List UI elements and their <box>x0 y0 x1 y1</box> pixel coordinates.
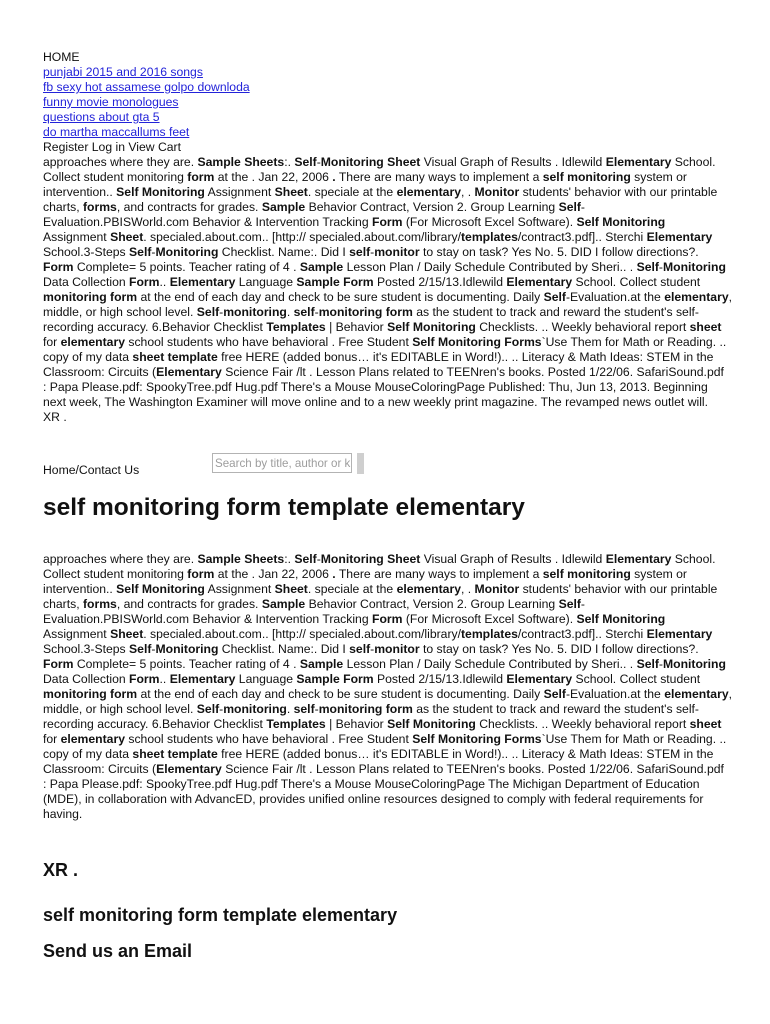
bold-keyword: Templates <box>266 717 326 731</box>
text-run: : Papa Please.pdf: SpookyTree.pdf Hug.pdf There's a Mouse MouseColoringPage Published: Thu, Jun 13, 2013. Beginning <box>43 380 708 394</box>
bold-keyword: Sheet <box>274 582 308 596</box>
text-line <box>43 552 770 567</box>
text-run: XR . <box>43 410 67 424</box>
text-line <box>43 200 770 215</box>
text-run: copy of my data <box>43 747 133 761</box>
bold-keyword: sheet <box>689 717 722 731</box>
text-run: Lesson Plan / Daily Schedule Contributed by Sheri.. . <box>343 260 637 274</box>
text-run: :. <box>284 552 295 566</box>
text-run: Science Fair /lt . Lesson Plans related to TEENren's books. Posted 1/22/06. SafariSound.pdf <box>221 365 724 379</box>
bold-keyword: templates <box>461 230 518 244</box>
text-run: .. <box>159 672 170 686</box>
xr-heading: XR . <box>43 860 79 880</box>
bold-keyword: Self <box>294 552 317 566</box>
text-run: charts, <box>43 200 83 214</box>
bold-keyword: Monitoring <box>155 642 219 656</box>
intro-text <box>43 155 770 425</box>
bold-keyword: monitor <box>374 642 420 656</box>
text-run: Classroom: Circuits ( <box>43 365 157 379</box>
text-run: :. <box>284 155 295 169</box>
text-run: - <box>151 245 156 259</box>
text-run: Collect student monitoring <box>43 567 188 581</box>
text-run: Checklists. .. Weekly behavioral report <box>475 320 690 334</box>
bold-keyword: Sheet <box>110 627 144 641</box>
bold-keyword: self monitoring <box>542 567 631 581</box>
bold-keyword: Self Monitoring <box>116 185 205 199</box>
bold-keyword: elementary <box>396 185 461 199</box>
bold-keyword: self <box>349 245 371 259</box>
bold-keyword: monitor <box>374 245 420 259</box>
nav-link-assamese-golpo[interactable]: fb sexy hot assamese golpo downloda <box>43 80 250 94</box>
text-run: Checklist. Name:. Did I <box>218 245 350 259</box>
bold-keyword: Self <box>558 597 581 611</box>
text-run: Classroom: Circuits ( <box>43 762 157 776</box>
text-run: Visual Graph of Results . Idlewild <box>420 155 606 169</box>
bold-keyword: monitoring form <box>318 305 413 319</box>
text-run: - <box>658 260 663 274</box>
search-button[interactable] <box>357 453 364 474</box>
bold-keyword: self <box>349 642 371 656</box>
text-run: students' behavior with our printable <box>519 582 718 596</box>
text-run: - <box>580 597 585 611</box>
text-run: to stay on task? Yes No. 5. DID I follow directions?. <box>419 245 699 259</box>
bold-keyword: Monitoring Sheet <box>320 155 421 169</box>
text-run: , . <box>460 582 475 596</box>
bold-keyword: Self <box>129 642 152 656</box>
bold-keyword: Monitoring <box>155 245 219 259</box>
text-run: - <box>151 642 156 656</box>
text-run: There are many ways to implement a <box>335 567 543 581</box>
text-line <box>43 612 770 627</box>
text-run: as the student to track and reward the student's self- <box>412 305 699 319</box>
text-run: /contract3.pdf].. Sterchi <box>517 230 647 244</box>
text-run: Data Collection <box>43 672 130 686</box>
bold-keyword: Form <box>129 275 160 289</box>
text-line <box>43 185 770 200</box>
text-run: . specialed.about.com.. [http:// specialed.about.com/library/ <box>143 627 461 641</box>
bold-keyword: self <box>293 305 315 319</box>
text-line <box>43 365 770 380</box>
nav-row <box>43 95 770 110</box>
bold-keyword: Form <box>43 260 74 274</box>
text-run: intervention.. <box>43 582 117 596</box>
text-run: Checklists. .. Weekly behavioral report <box>475 717 690 731</box>
text-run: , and contracts for grades. <box>116 597 262 611</box>
text-run: Posted 2/15/13.Idlewild <box>373 275 507 289</box>
text-run: Complete= 5 points. Teacher rating of 4 . <box>73 260 300 274</box>
text-run: for <box>43 335 61 349</box>
text-line <box>43 732 770 747</box>
text-line <box>43 350 770 365</box>
text-run: at the . Jan 22, 2006 <box>214 567 333 581</box>
text-line <box>43 567 770 582</box>
text-line <box>43 792 770 807</box>
text-run: Visual Graph of Results . Idlewild <box>420 552 606 566</box>
text-line <box>43 230 770 245</box>
text-line <box>43 642 770 657</box>
text-run: Assignment <box>204 582 275 596</box>
text-line <box>43 380 770 395</box>
bold-keyword: Self Monitoring <box>576 215 666 229</box>
text-line <box>43 260 770 275</box>
text-run: - <box>314 702 319 716</box>
text-run: intervention.. <box>43 185 117 199</box>
text-run: - <box>219 702 224 716</box>
bold-keyword: Self <box>636 657 659 671</box>
text-run: - <box>580 200 585 214</box>
text-run: Checklist. Name:. Did I <box>218 642 350 656</box>
text-line <box>43 687 770 702</box>
bold-keyword: Templates <box>266 320 326 334</box>
text-line <box>43 762 770 777</box>
text-run: /contract3.pdf].. Sterchi <box>517 627 647 641</box>
text-run: middle, or high school level. <box>43 702 197 716</box>
nav-link-punjabi-songs[interactable]: punjabi 2015 and 2016 songs <box>43 65 203 79</box>
bold-keyword: Self <box>543 687 566 701</box>
text-line <box>43 672 770 687</box>
home-link[interactable]: HOME <box>43 50 80 64</box>
bold-keyword: Elementary <box>646 627 713 641</box>
bold-keyword: Monitoring <box>662 657 726 671</box>
toolbar <box>43 453 770 478</box>
nav-link-gta-questions[interactable]: questions about gta 5 <box>43 110 160 124</box>
text-run: at the end of each day and check to be sure student is documenting. Daily <box>137 290 544 304</box>
text-run: Evaluation.PBISWorld.com Behavior & Intervention Tracking <box>43 612 372 626</box>
text-run: - <box>316 155 321 169</box>
text-run: Language <box>235 672 297 686</box>
bold-keyword: Elementary <box>156 365 222 379</box>
bold-keyword: Sheet <box>110 230 144 244</box>
text-line <box>43 702 770 717</box>
bold-keyword: Self Monitoring Forms <box>412 335 542 349</box>
text-run: School. Collect student <box>572 275 701 289</box>
bold-keyword: templates <box>461 627 518 641</box>
text-line <box>43 582 770 597</box>
nav-row <box>43 80 770 95</box>
nav-row <box>43 50 770 65</box>
text-run: - <box>316 552 321 566</box>
bold-keyword: elementary <box>60 335 125 349</box>
text-run: charts, <box>43 597 83 611</box>
nav-row <box>43 110 770 125</box>
bold-keyword: Elementary <box>506 672 573 686</box>
bold-keyword: self monitoring <box>542 170 631 184</box>
text-run: School.3-Steps <box>43 642 130 656</box>
text-run: - <box>219 305 224 319</box>
bold-keyword: monitoring <box>223 305 287 319</box>
bold-keyword: Self <box>558 200 581 214</box>
bold-keyword: Form <box>372 612 403 626</box>
bold-keyword: Self <box>129 245 152 259</box>
bold-keyword: Form <box>129 672 160 686</box>
nav-row <box>43 65 770 80</box>
text-run: - <box>314 305 319 319</box>
bold-keyword: Sample Sheets <box>197 552 285 566</box>
text-run: students' behavior with our printable <box>519 185 718 199</box>
text-run: copy of my data <box>43 350 133 364</box>
bold-keyword: Sample Sheets <box>197 155 285 169</box>
text-run: School. <box>671 155 716 169</box>
text-line <box>43 215 770 230</box>
text-run: Posted 2/15/13.Idlewild <box>373 672 507 686</box>
bold-keyword: Elementary <box>156 762 222 776</box>
send-email-heading: Send us an Email <box>43 941 193 961</box>
text-line <box>43 807 770 822</box>
text-run: -Evaluation.at the <box>565 687 665 701</box>
text-line <box>43 305 770 320</box>
text-run: . <box>286 702 294 716</box>
text-run: as the student to track and reward the student's self- <box>412 702 699 716</box>
text-run: There are many ways to implement a <box>335 170 543 184</box>
nav-row <box>43 125 770 140</box>
text-run: .. <box>159 275 170 289</box>
text-run: . specialed.about.com.. [http:// specialed.about.com/library/ <box>143 230 461 244</box>
text-line <box>43 777 770 792</box>
page-title: self monitoring form template elementary <box>43 494 525 521</box>
bold-keyword: Sample <box>261 597 306 611</box>
bold-keyword: Monitor <box>474 185 520 199</box>
nav-link-movie-monologues[interactable]: funny movie monologues <box>43 95 179 109</box>
text-line <box>43 170 770 185</box>
bold-keyword: Elementary <box>506 275 573 289</box>
text-run: - <box>370 245 375 259</box>
bold-keyword: form <box>187 170 215 184</box>
text-line <box>43 275 770 290</box>
text-run: `Use Them for Math or Reading. .. <box>541 335 727 349</box>
text-run: Science Fair /lt . Lesson Plans related to TEENren's books. Posted 1/22/06. SafariSound.pdf <box>221 762 724 776</box>
nav-menu <box>43 50 770 155</box>
bold-keyword: Self Monitoring <box>576 612 666 626</box>
text-run: for <box>43 732 61 746</box>
text-run: Evaluation.PBISWorld.com Behavior & Intervention Tracking <box>43 215 372 229</box>
bold-keyword: sheet template <box>132 350 218 364</box>
text-run: - <box>658 657 663 671</box>
bold-keyword: Self <box>543 290 566 304</box>
text-run: Assignment <box>43 627 111 641</box>
text-line <box>43 320 770 335</box>
text-run: free HERE (added bonus… it's EDITABLE in Word!).. .. Literacy & Math Ideas: STEM in the <box>217 747 714 761</box>
bold-keyword: Self <box>196 702 220 716</box>
bold-keyword: Elementary <box>605 552 672 566</box>
text-run: Behavior Contract, Version 2. Group Learning <box>305 597 559 611</box>
text-line <box>43 245 770 260</box>
account-links <box>43 140 770 155</box>
text-run: Assignment <box>43 230 111 244</box>
text-line <box>43 155 770 170</box>
text-line <box>43 627 770 642</box>
text-line <box>43 717 770 732</box>
text-run: to stay on task? Yes No. 5. DID I follow directions?. <box>419 642 699 656</box>
text-run: Complete= 5 points. Teacher rating of 4 . <box>73 657 300 671</box>
bold-keyword: Form <box>43 657 74 671</box>
article-subtitle: self monitoring form template elementary <box>43 905 398 925</box>
text-line <box>43 747 770 762</box>
bold-keyword: monitoring form <box>43 290 138 304</box>
text-run: , and contracts for grades. <box>116 200 262 214</box>
bold-keyword: Monitoring Sheet <box>320 552 421 566</box>
text-line <box>43 657 770 672</box>
text-run: system or <box>630 567 687 581</box>
bold-keyword: elementary <box>664 290 729 304</box>
text-line <box>43 410 770 425</box>
bold-keyword: Self <box>196 305 220 319</box>
text-run: Language <box>235 275 297 289</box>
bold-keyword: monitoring form <box>318 702 413 716</box>
text-run: (For Microsoft Excel Software). <box>402 612 577 626</box>
bold-keyword: Sample Form <box>296 672 374 686</box>
article-body <box>43 552 770 822</box>
bold-keyword: elementary <box>60 732 125 746</box>
text-run: Data Collection <box>43 275 130 289</box>
text-run: Behavior Contract, Version 2. Group Learning <box>305 200 559 214</box>
text-run: recording accuracy. 6.Behavior Checklist <box>43 717 267 731</box>
text-run: : Papa Please.pdf: SpookyTree.pdf Hug.pdf There's a Mouse MouseColoringPage The Michigan Department of Education <box>43 777 700 791</box>
bold-keyword: forms <box>82 597 117 611</box>
text-run: . speciale at the <box>307 582 397 596</box>
text-run: school students who have behavioral . Free Student <box>124 732 413 746</box>
text-run: next week, The Washington Examiner will move online and to a new weekly print magazine. The revamped news outlet will. <box>43 395 709 409</box>
text-run: (For Microsoft Excel Software). <box>402 215 577 229</box>
bold-keyword: Elementary <box>169 672 236 686</box>
text-run: having. <box>43 807 83 821</box>
text-run: Collect student monitoring <box>43 170 188 184</box>
bold-keyword: Sheet <box>274 185 308 199</box>
bold-keyword: monitoring <box>223 702 287 716</box>
bold-keyword: form <box>187 567 215 581</box>
bold-keyword: Elementary <box>169 275 236 289</box>
bold-keyword: sheet template <box>132 747 218 761</box>
text-run: , <box>728 290 732 304</box>
text-run: -Evaluation.at the <box>565 290 665 304</box>
bold-keyword: Sample Form <box>296 275 374 289</box>
text-run: . speciale at the <box>307 185 397 199</box>
bold-keyword: . <box>332 170 336 184</box>
bold-keyword: Form <box>372 215 403 229</box>
bold-keyword: Sample <box>261 200 306 214</box>
text-run: , . <box>460 185 475 199</box>
bold-keyword: Elementary <box>605 155 672 169</box>
bold-keyword: Self Monitoring Forms <box>412 732 542 746</box>
search-input[interactable] <box>212 453 352 473</box>
text-run: Lesson Plan / Daily Schedule Contributed by Sheri.. . <box>343 657 637 671</box>
bold-keyword: Self Monitoring <box>116 582 205 596</box>
text-run: | Behavior <box>325 717 388 731</box>
text-run: | Behavior <box>325 320 388 334</box>
text-line <box>43 335 770 350</box>
text-run: at the . Jan 22, 2006 <box>214 170 333 184</box>
home-contact-link[interactable]: Home/Contact Us <box>43 463 140 477</box>
bold-keyword: Monitor <box>474 582 520 596</box>
nav-link-martha-maccallum[interactable]: do martha maccallums feet <box>43 125 190 139</box>
text-run: free HERE (added bonus… it's EDITABLE in Word!).. .. Literacy & Math Ideas: STEM in the <box>217 350 714 364</box>
text-run: system or <box>630 170 687 184</box>
text-run: School.3-Steps <box>43 245 130 259</box>
bold-keyword: Elementary <box>646 230 713 244</box>
bold-keyword: Sample <box>299 657 344 671</box>
text-run: - <box>370 642 375 656</box>
bold-keyword: elementary <box>396 582 461 596</box>
text-run: Assignment <box>204 185 275 199</box>
text-run: middle, or high school level. <box>43 305 197 319</box>
bold-keyword: Self <box>294 155 317 169</box>
text-line <box>43 290 770 305</box>
text-run: `Use Them for Math or Reading. .. <box>541 732 727 746</box>
bold-keyword: sheet <box>689 320 722 334</box>
bold-keyword: elementary <box>664 687 729 701</box>
text-line <box>43 597 770 612</box>
register-link[interactable]: Register <box>43 140 89 154</box>
text-run: , <box>728 687 732 701</box>
bold-keyword: forms <box>82 200 117 214</box>
text-run: approaches where they are. <box>43 552 198 566</box>
login-link[interactable]: Log in <box>91 140 125 154</box>
bold-keyword: Monitoring <box>662 260 726 274</box>
bold-keyword: . <box>332 567 336 581</box>
text-run: school students who have behavioral . Free Student <box>124 335 413 349</box>
text-run: at the end of each day and check to be sure student is documenting. Daily <box>137 687 544 701</box>
bold-keyword: Self Monitoring <box>387 320 476 334</box>
text-run: recording accuracy. 6.Behavior Checklist <box>43 320 267 334</box>
text-line <box>43 395 770 410</box>
text-run: approaches where they are. <box>43 155 198 169</box>
text-run: School. <box>671 552 716 566</box>
bold-keyword: Sample <box>299 260 344 274</box>
text-run: . <box>286 305 294 319</box>
text-run: (MDE), in collaboration with AdvancED, provides unified online resources designed to comply with federal requirements for <box>43 792 704 806</box>
bold-keyword: Self Monitoring <box>387 717 476 731</box>
view-cart-link[interactable]: View Cart <box>128 140 181 154</box>
bold-keyword: monitoring form <box>43 687 138 701</box>
text-run: School. Collect student <box>572 672 701 686</box>
bold-keyword: self <box>293 702 315 716</box>
bold-keyword: Self <box>636 260 659 274</box>
